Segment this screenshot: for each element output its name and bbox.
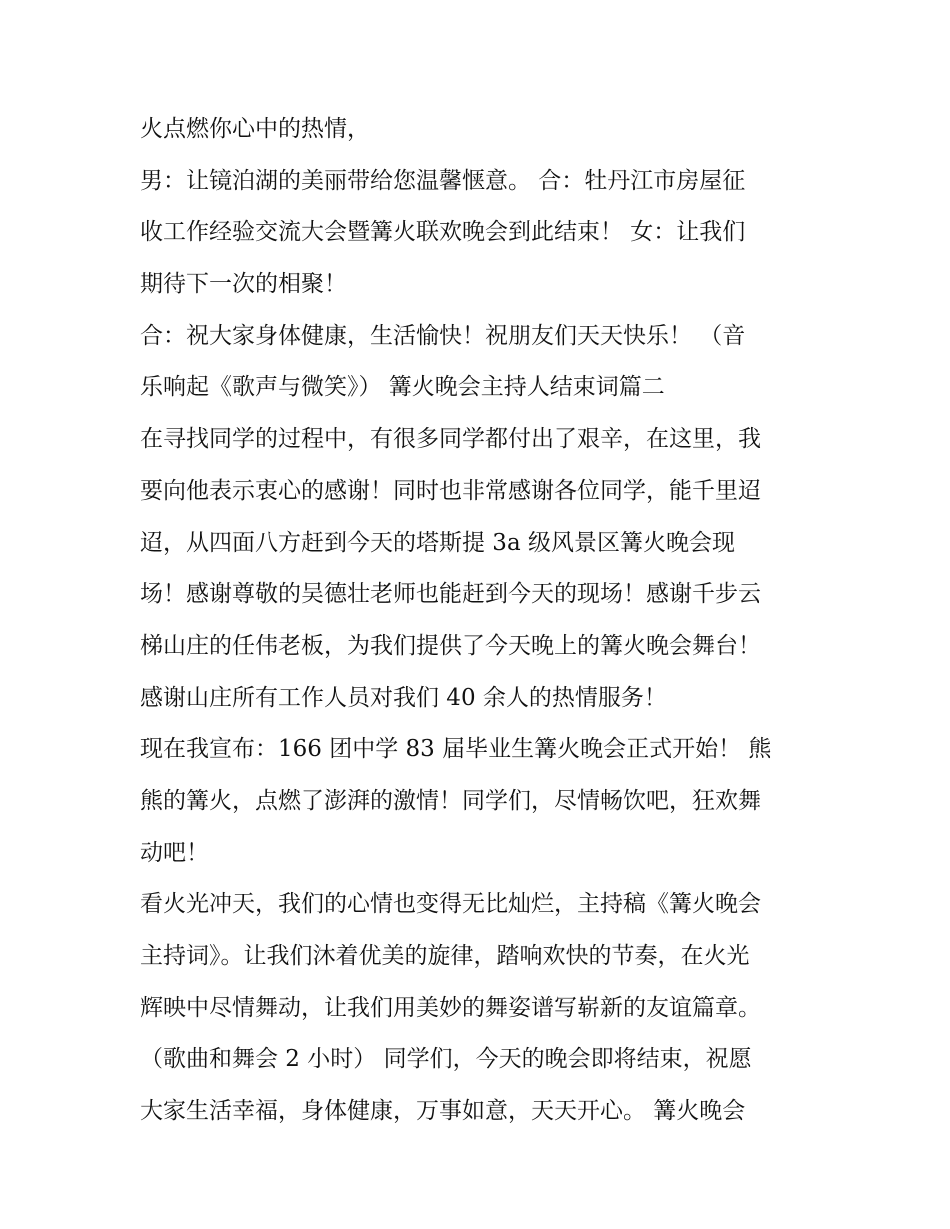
text-line: 要向他表示衷心的感谢！同时也非常感谢各位同学，能千里迢 [140, 477, 761, 504]
text-line: 合：祝大家身体健康，生活愉快！祝朋友们天天快乐！ （音 [140, 322, 746, 349]
text-line: 看火光冲天，我们的心情也变得无比灿烂，主持稿《篝火晚会 [140, 891, 761, 918]
text-line: 主持词》。让我们沐着优美的旋律，踏响欢快的节奏，在火光 [140, 943, 750, 969]
text-line: 收工作经验交流大会暨篝火联欢晚会到此结束！ 女：让我们 [140, 219, 746, 246]
text-line: 场！感谢尊敬的吴德壮老师也能赶到今天的现场！感谢千步云 [140, 581, 761, 608]
body-text [140, 104, 820, 1138]
text-line: 迢，从四面八方赶到今天的塔斯提 3a 级风景区篝火晚会现 [140, 529, 735, 556]
text-line: 男：让镜泊湖的美丽带给您温馨惬意。 合：牡丹江市房屋征 [140, 167, 746, 194]
text-line: 动吧！ [140, 839, 209, 866]
text-line: 熊的篝火，点燃了澎湃的激情！同学们，尽情畅饮吧，狂欢舞 [140, 787, 761, 814]
text-line: 乐响起《歌声与微笑》） 篝火晚会主持人结束词篇二 [140, 374, 665, 401]
text-line: （歌曲和舞会 2 小时） 同学们，今天的晚会即将结束，祝愿 [140, 1046, 752, 1073]
text-line: 火点燃你心中的热情， [140, 116, 370, 142]
text-line: 期待下一次的相聚！ [140, 271, 347, 298]
text-line: 在寻找同学的过程中，有很多同学都付出了艰辛，在这里，我 [140, 426, 761, 453]
text-line: 感谢山庄所有工作人员对我们 40 余人的热情服务！ [140, 684, 667, 711]
text-line: 现在我宣布：166 团中学 83 届毕业生篝火晚会正式开始！ 熊 [140, 736, 772, 763]
text-line: 大家生活幸福，身体健康，万事如意，天天开心。 篝火晚会 [140, 1098, 746, 1125]
text-line: 梯山庄的任伟老板，为我们提供了今天晚上的篝火晚会舞台！ [140, 632, 761, 659]
text-line: 辉映中尽情舞动，让我们用美妙的舞姿谱写崭新的友谊篇章。 [140, 994, 761, 1021]
